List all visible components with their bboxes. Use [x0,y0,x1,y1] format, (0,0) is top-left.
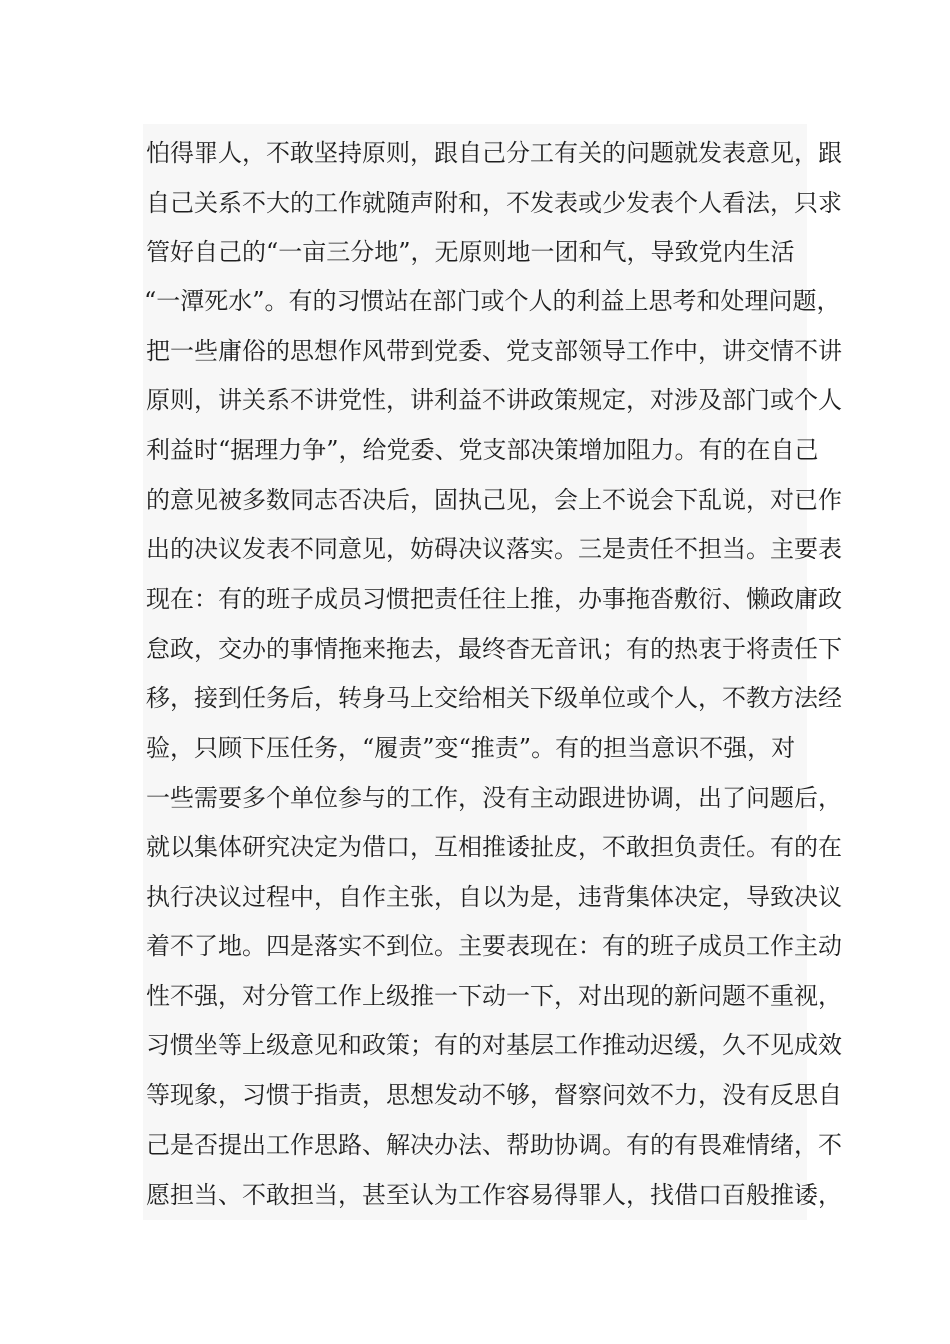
paragraph-line: 利益时“据理力争”，给党委、党支部决策增加阻力。有的在自己 [146,436,819,464]
paragraph-line: 就以集体研究决定为借口，互相推诿扯皮，不敢担负责任。有的在 [146,833,842,861]
paragraph-line: 性不强，对分管工作上级推一下动一下，对出现的新问题不重视， [146,982,842,1010]
paragraph-line: 现在：有的班子成员习惯把责任往上推，办事拖沓敷衍、懒政庸政 [146,585,842,613]
paragraph-line: 愿担当、不敢担当，甚至认为工作容易得罪人，找借口百般推诿， [146,1181,842,1209]
paragraph-line: 的意见被多数同志否决后，固执己见，会上不说会下乱说，对已作 [146,486,842,514]
paragraph-line: 管好自己的“一亩三分地”，无原则地一团和气，导致党内生活 [146,238,795,266]
paragraph-line: 着不了地。四是落实不到位。主要表现在：有的班子成员工作主动 [146,932,842,960]
paragraph-line: 己是否提出工作思路、解决办法、帮助协调。有的有畏难情绪，不 [146,1131,842,1159]
paragraph-line: 把一些庸俗的思想作风带到党委、党支部领导工作中，讲交情不讲 [146,337,842,365]
paragraph-line: 习惯坐等上级意见和政策；有的对基层工作推动迟缓，久不见成效 [146,1031,842,1059]
paragraph-line: 怕得罪人，不敢坚持原则，跟自己分工有关的问题就发表意见，跟 [146,139,842,167]
paragraph-line: 执行决议过程中，自作主张，自以为是，违背集体决定，导致决议 [146,883,842,911]
paragraph-line: 移，接到任务后，转身马上交给相关下级单位或个人，不教方法经 [146,684,842,712]
paragraph-line: 自己关系不大的工作就随声附和，不发表或少发表个人看法，只求 [146,189,842,217]
paragraph-line: 出的决议发表不同意见，妨碍决议落实。三是责任不担当。主要表 [146,535,842,563]
paragraph-line: 等现象，习惯于指责，思想发动不够，督察问效不力，没有反思自 [146,1081,842,1109]
paragraph-line: 验，只顾下压任务，“履责”变“推责”。有的担当意识不强，对 [146,734,796,762]
paragraph-line: 原则，讲关系不讲党性，讲利益不讲政策规定，对涉及部门或个人 [146,386,842,414]
paragraph-line: 一些需要多个单位参与的工作，没有主动跟进协调，出了问题后， [146,784,842,812]
paragraph-line: “一潭死水”。有的习惯站在部门或个人的利益上思考和处理问题， [144,287,841,315]
paragraph-line: 怠政，交办的事情拖来拖去，最终杳无音讯；有的热衷于将责任下 [146,635,842,663]
